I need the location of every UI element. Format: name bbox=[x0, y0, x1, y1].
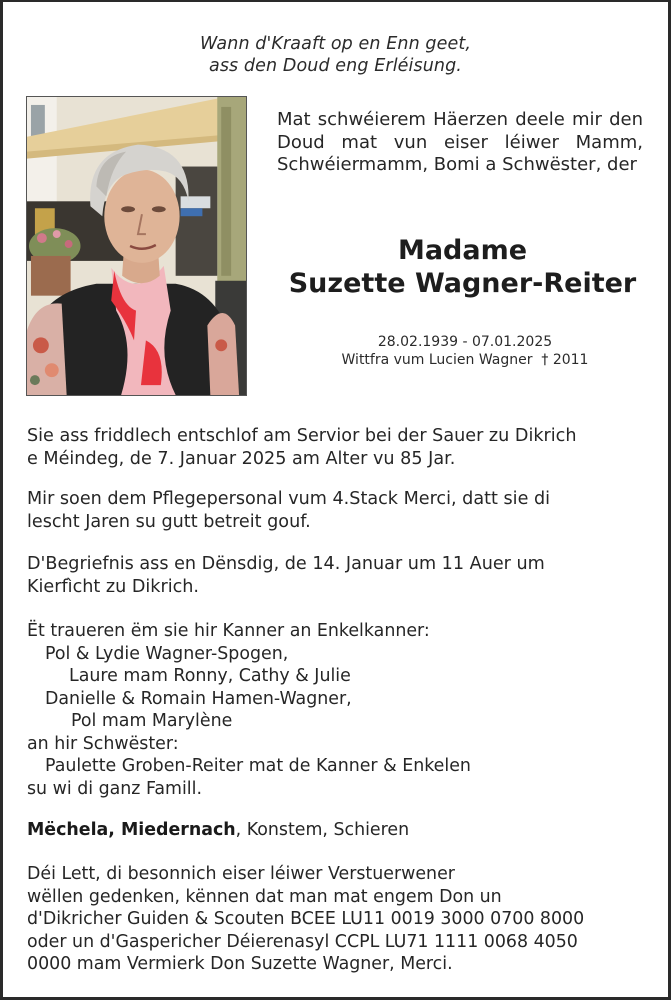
motto-line: Wann d'Kraaft op en Enn geet, bbox=[199, 34, 471, 54]
portrait-image bbox=[27, 97, 246, 395]
text-line: e Méindeg, de 7. Januar 2025 am Alter vu 85 Jar. bbox=[27, 448, 456, 469]
motto-line: ass den Doud eng Erléisung. bbox=[209, 56, 462, 76]
widow-line: Wittfra vum Lucien Wagner † 2011 bbox=[341, 352, 589, 368]
honorific: Madame bbox=[397, 235, 528, 266]
text-line: 0000 mam Vermierk Don Suzette Wagner, Merci. bbox=[27, 954, 453, 974]
mourner-child: Danielle & Romain Hamen-Wagner, bbox=[45, 688, 352, 709]
mourners-closing: su wi di ganz Famill. bbox=[27, 778, 202, 799]
life-dates: 28.02.1939 - 07.01.2025 bbox=[377, 334, 553, 350]
portrait-photo bbox=[26, 96, 247, 396]
text-line: oder un d'Gaspericher Déierenasyl CCPL LU71 1111 0068 4050 bbox=[27, 931, 578, 952]
sister-heading: an hir Schwëster: bbox=[27, 733, 179, 754]
mourner-sister: Paulette Groben-Reiter mat de Kanner & Enkelen bbox=[45, 756, 471, 776]
text-line: D'Begriefnis ass en Dënsdig, de 14. Januar um 11 Auer um bbox=[27, 554, 545, 574]
death-paragraph bbox=[27, 425, 657, 470]
intro-text: Mat schwéierem Häerzen deele mir den Doud mat vun eiser léiwer Mamm, Schwéiermamm, Bomi a Schwëster, der bbox=[277, 109, 643, 175]
places-line bbox=[27, 819, 657, 842]
text-line: d'Dikricher Guiden & Scouten BCEE LU11 0019 3000 0700 8000 bbox=[27, 909, 585, 929]
text-line: Kierfìcht zu Dikrich. bbox=[27, 576, 200, 597]
life-dates-block bbox=[290, 333, 640, 369]
funeral-paragraph bbox=[27, 553, 657, 598]
deceased-name-block bbox=[270, 234, 655, 300]
mourner-grandchildren: Pol mam Marylène bbox=[71, 711, 233, 731]
text-line: Sie ass friddlech entschlof am Servior bei der Sauer zu Dikrich bbox=[27, 426, 577, 446]
text-line: wëllen gedenken, kënnen dat man mat engem Don un bbox=[27, 886, 502, 907]
text-line: Mir soen dem Pflegepersonal vum 4.Stack Merci, datt sie di bbox=[27, 489, 551, 509]
mourner-grandchildren: Laure mam Ronny, Cathy & Julie bbox=[69, 666, 351, 686]
mourners-list bbox=[27, 620, 657, 800]
deceased-name: Suzette Wagner-Reiter bbox=[288, 268, 637, 299]
places-rest: , Konstem, Schieren bbox=[235, 820, 410, 840]
text-line: lescht Jaren su gutt betreit gouf. bbox=[27, 511, 311, 532]
motto bbox=[0, 33, 671, 77]
thanks-paragraph bbox=[27, 488, 657, 533]
text-line: Déi Lett, di besonnich eiser léiwer Verstuerwener bbox=[27, 864, 455, 884]
places-bold: Mëchela, Miedernach bbox=[27, 820, 236, 840]
mourners-heading: Ët traueren ëm sie hir Kanner an Enkelkanner: bbox=[27, 621, 430, 641]
donation-paragraph bbox=[27, 863, 657, 976]
mourner-child: Pol & Lydie Wagner-Spogen, bbox=[45, 643, 289, 664]
